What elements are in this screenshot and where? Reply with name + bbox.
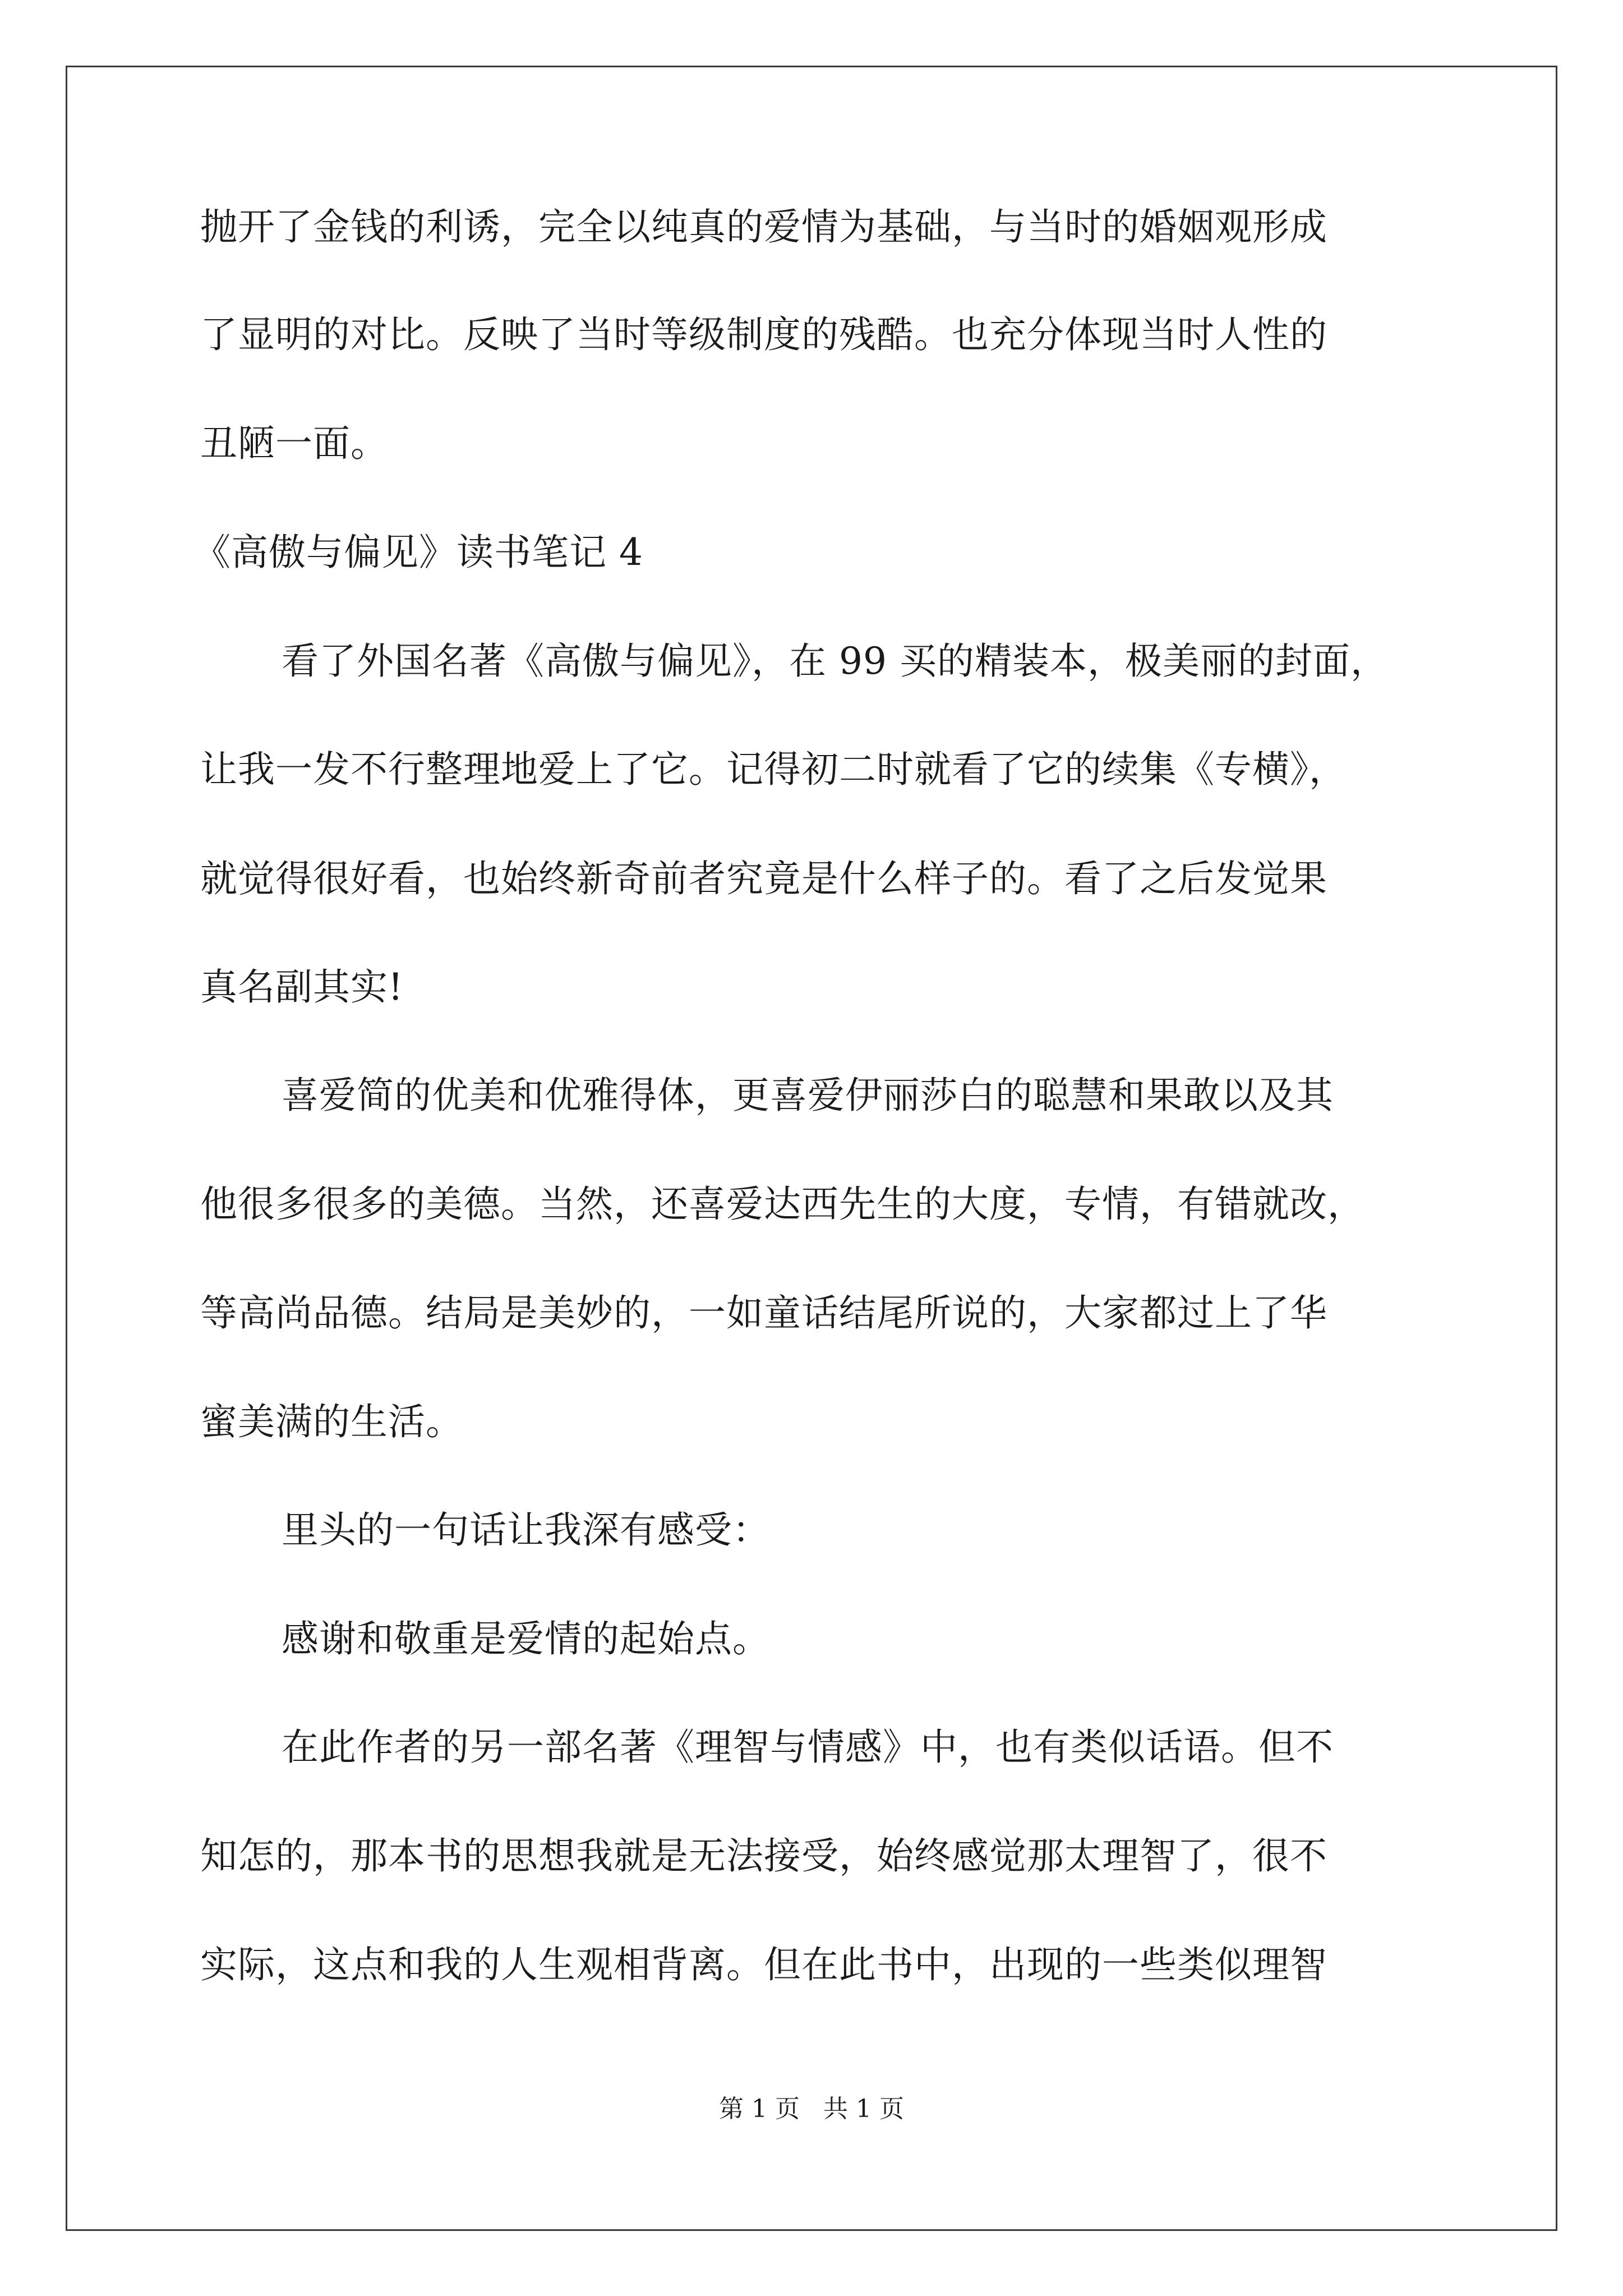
text-line: 在此作者的另一部名著《理智与情感》中，也有类似话语。但不 xyxy=(282,1726,1334,1769)
text-line: 让我一发不行整理地爱上了它。记得初二时就看了它的续集《专横》， xyxy=(200,748,1347,791)
section-heading: 《高傲与偏见》读书笔记 4 xyxy=(193,531,643,574)
page-number-footer: 第 1 页 共 1 页 xyxy=(719,2095,904,2123)
text-line: 他很多很多的美德。当然，还喜爱达西先生的大度，专情，有错就改， xyxy=(200,1182,1365,1226)
page-border xyxy=(66,66,1557,2231)
text-line: 就觉得很好看，也始终新奇前者究竟是什么样子的。看了之后发觉果 xyxy=(200,857,1327,900)
text-line: 蜜美满的生活。 xyxy=(200,1400,463,1443)
text-line: 真名副其实! xyxy=(200,965,404,1009)
text-line: 实际，这点和我的人生观相背离。但在此书中，出现的一些类似理智 xyxy=(200,1943,1327,1986)
text-line: 看了外国名著《高傲与偏见》，在 99 买的精装本，极美丽的封面， xyxy=(282,639,1388,683)
text-line: 了显明的对比。反映了当时等级制度的残酷。也充分体现当时人性的 xyxy=(200,313,1327,356)
text-line: 等高尚品德。结局是美妙的，一如童话结尾所说的，大家都过上了华 xyxy=(200,1291,1327,1335)
text-line: 里头的一句话让我深有感受： xyxy=(282,1508,770,1552)
text-line: 喜爱简的优美和优雅得体，更喜爱伊丽莎白的聪慧和果敢以及其 xyxy=(282,1074,1334,1117)
text-line: 知怎的，那本书的思想我就是无法接受，始终感觉那太理智了，很不 xyxy=(200,1834,1327,1878)
text-line: 感谢和敬重是爱情的起始点。 xyxy=(282,1617,770,1660)
text-line: 抛开了金钱的利诱，完全以纯真的爱情为基础，与当时的婚姻观形成 xyxy=(200,205,1327,249)
text-line: 丑陋一面。 xyxy=(200,422,388,465)
